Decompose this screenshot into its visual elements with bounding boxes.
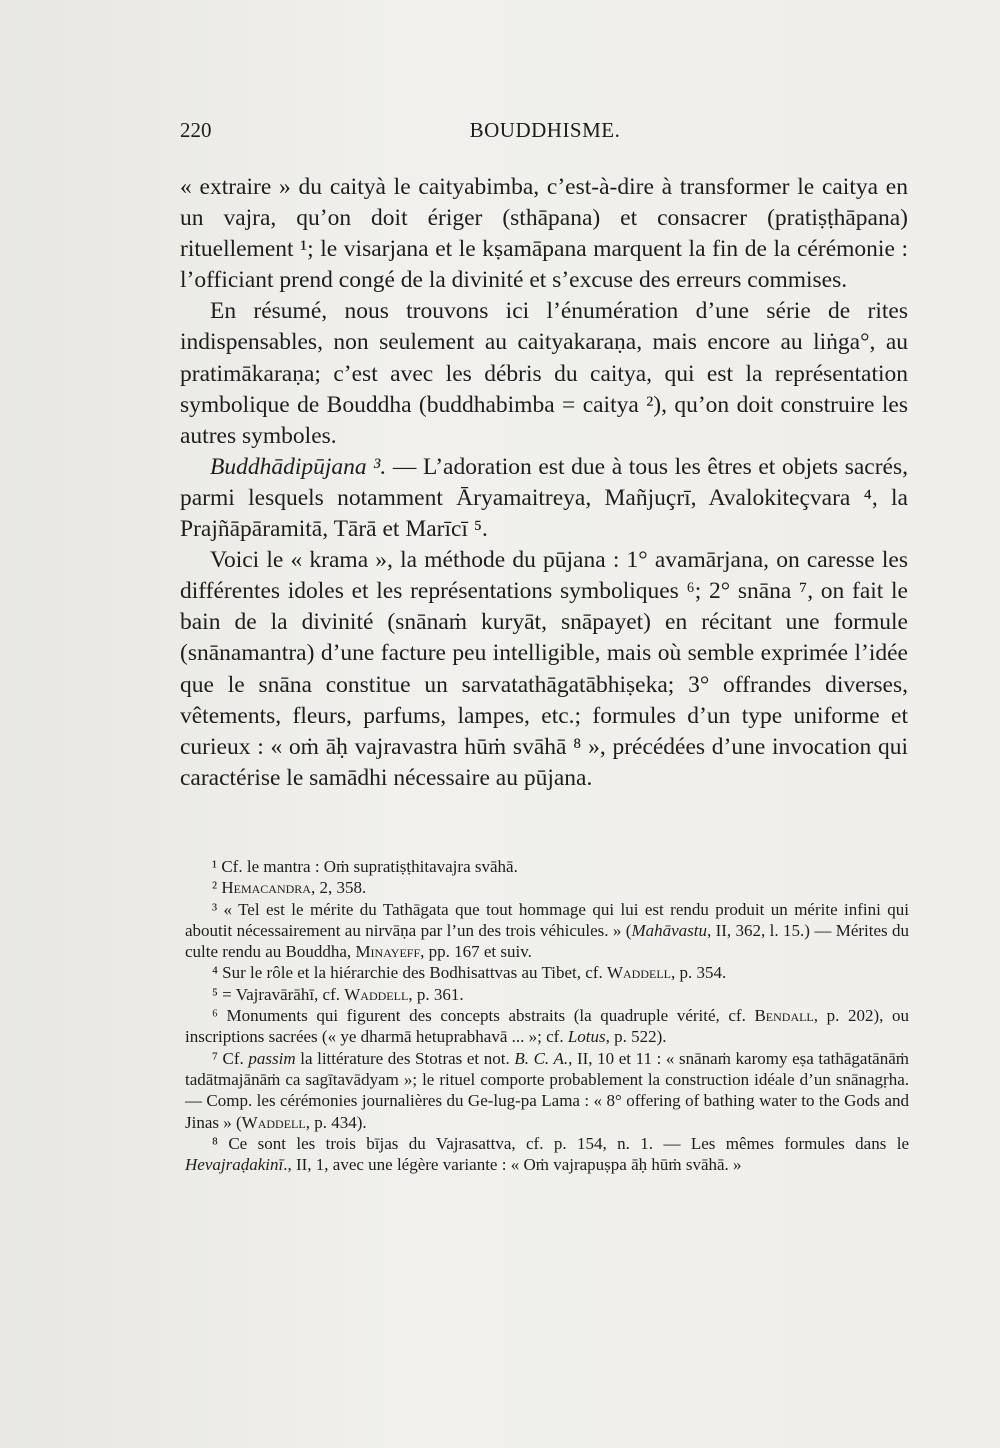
footnote-7 [185, 1048, 909, 1133]
footnote-7-text-a: ⁷ Cf. [212, 1048, 249, 1068]
footnote-2 [185, 877, 909, 898]
footnote-4-text-b: , p. 354. [671, 963, 727, 983]
footnote-6-source: Lotus [567, 1027, 606, 1047]
footnote-2-number: ² [212, 878, 222, 898]
footnote-4-author: Waddell [606, 963, 671, 983]
paragraph-1: « extraire » du caityà le caityabimba, c’est-à-dire à transformer le caitya en un vajra, qu’on doit ériger (sthāpana) et consacrer (pratiṣṭhāpana) rituellement ¹; le visarjana et le kṣamāpana marquent la fin de la cérémonie : l’officiant prend congé de la divinité et s’excuse des erreurs commises. [180, 174, 908, 294]
paragraph-3-lead: Buddhādipūjana ³. [210, 453, 387, 480]
footnote-8-text-b: ., II, 1, avec une légère variante : « Oṁ vajrapuṣpa āḥ hūṁ svāhā. » [283, 1155, 742, 1175]
footnote-5-author: Waddell [344, 984, 409, 1004]
footnote-7-text-b: la littérature des Stotras et not. [295, 1048, 515, 1068]
footnote-7-text-c: , II, 10 et 11 : « snānaṁ karomy eṣa tathāgatānāṁ tadātmajānāṁ ca sagītavādyam »; le rituel comporte probablement la construction idéale d’un snānagṛha. — Comp. les cérémonies journalières du Ge-lug-pa Lama : « 8° offering of bathing water to the Gods and Jinas » ( [185, 1048, 909, 1132]
paragraph-4: Voici le « krama », la méthode du pūjana : 1° avamārjana, on caresse les différentes idoles et les représentations symboliques ⁶; 2° snāna ⁷, on fait le bain de la divinité (snānaṁ kuryāt, snāpayet) en récitant une formule (snānamantra) d’une facture peu intelligible, mais où semble exprimée l’idée que le snāna constitue un sarvatathāgatābhiṣeka; 3° offrandes diverses, vêtements, fleurs, parfums, lampes, etc.; formules d’un type uniforme et curieux : « oṁ āḥ vajravastra hūṁ svāhā ⁸ », précédées d’une invocation qui caractérise le samādhi nécessaire au pūjana. [180, 547, 908, 791]
footnote-3-text-c: , pp. 167 et suiv. [420, 942, 532, 962]
running-head: BOUDDHISME. [469, 118, 621, 142]
footnote-2-text: , 2, 358. [310, 878, 367, 898]
footnote-4 [185, 962, 909, 983]
page-number: 220 [180, 118, 212, 142]
footnote-7-source: B. C. A. [514, 1048, 569, 1068]
footnote-2-author: Hemacandra [221, 878, 311, 898]
footnote-3 [185, 899, 909, 963]
footnote-6-author: Bendall [754, 1006, 814, 1026]
footnote-5 [185, 984, 909, 1005]
footnote-5-text-b: , p. 361. [408, 984, 464, 1004]
footnote-3-author: Minayeff [355, 942, 421, 962]
page-header [180, 118, 910, 148]
footnotes [185, 856, 909, 1175]
footnote-3-text-a: ³ « Tel est le mérite du Tathāgata que tout hommage qui lui est rendu produit un mérite infini qui aboutit nécessairement au nirvāṇa par l’un des trois véhicules. » ( [185, 899, 909, 940]
footnote-7-passim: passim [248, 1048, 296, 1068]
footnote-8 [185, 1133, 909, 1176]
main-text [180, 172, 908, 794]
footnote-1: ¹ Cf. le mantra : Oṁ supratiṣṭhitavajra svāhā. [212, 857, 518, 876]
footnote-3-source: Mahāvastu [631, 920, 707, 940]
footnote-6-text-c: , p. 522). [605, 1027, 667, 1047]
footnote-6-text-a: ⁶ Monuments qui figurent des concepts abstraits (la quadruple vérité, cf. [212, 1006, 755, 1026]
footnote-8-text-a: ⁸ Ce sont les trois bījas du Vajrasattva, cf. p. 154, n. 1. — Les mêmes formules dans le [212, 1133, 909, 1153]
footnote-6 [185, 1005, 909, 1048]
footnote-7-author: Waddell [241, 1112, 306, 1132]
paragraph-3-text: — L’adoration est due à tous les êtres et objets sacrés, parmi lesquels notamment Āryamaitreya, Mañjuçrī, Avalokiteçvara ⁴, la Prajñāpāramitā, Tārā et Marīcī ⁵. [180, 453, 909, 543]
paragraph-2: En résumé, nous trouvons ici l’énumération d’une série de rites indispensables, non seulement au caityakaraṇa, mais encore au liṅga°, au pratimākaraṇa; c’est avec les débris du caitya, qui est la représentation symbolique de Bouddha (buddhabimba = caitya ²), qu’on doit construire les autres symboles. [180, 298, 908, 449]
footnote-7-text-d: , p. 434). [305, 1112, 367, 1132]
footnote-5-text-a: ⁵ = Vajravārāhī, cf. [212, 984, 345, 1004]
footnote-6-text-b: , p. 202), ou inscriptions sacrées (« ye dharmā hetuprabhavā ... »; cf. [185, 1006, 909, 1047]
footnote-8-source: Hevajraḍakinī [185, 1155, 284, 1175]
footnote-3-text-b: , II, 362, l. 15.) — Mérites du culte rendu au Bouddha, [185, 920, 910, 962]
paragraph-3 [180, 452, 908, 545]
footnote-4-text-a: ⁴ Sur le rôle et la hiérarchie des Bodhisattvas au Tibet, cf. [212, 963, 607, 983]
